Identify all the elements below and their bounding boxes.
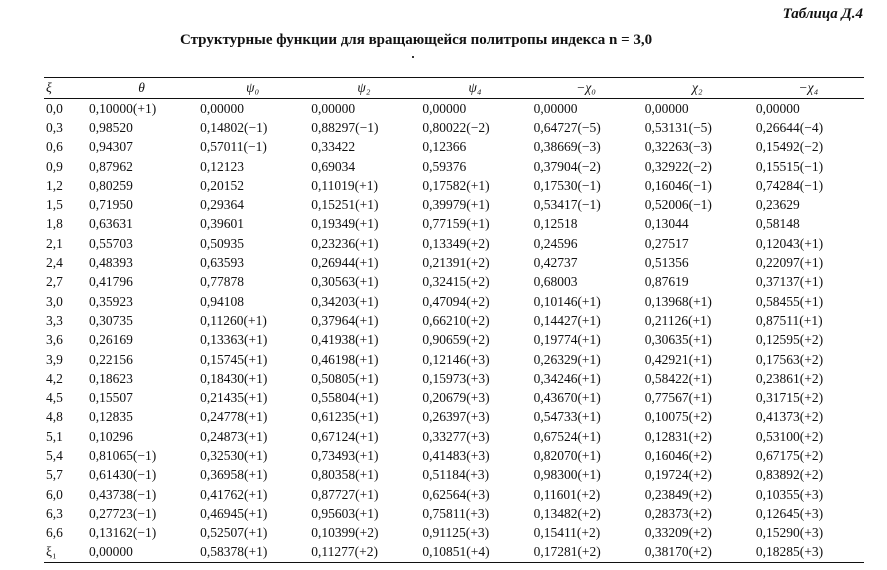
value-cell: 0,62564(+3) [422, 486, 490, 502]
value-cell: 0,18285(+3) [753, 543, 864, 563]
value-cell: 0,68003 [533, 274, 578, 290]
xi-cell: 0,3 [46, 119, 63, 135]
column-header: −χ₄ [753, 78, 864, 99]
value-cell: 0,94307 [89, 139, 133, 155]
column-header: −χ₀ [531, 78, 642, 99]
value-cell: 0,22156 [89, 351, 133, 367]
value-cell: 0,14427(+1) [533, 312, 601, 328]
value-cell: 0,83892(+2) [755, 467, 824, 483]
value-cell: 0,20679(+3) [422, 390, 490, 406]
value-cell: 0,15492(−2) [755, 139, 824, 155]
value-cell: 0,00000 [311, 100, 356, 116]
value-cell: 0,95603(+1) [311, 505, 379, 521]
xi-cell: 3,9 [46, 351, 63, 367]
value-cell: 0,13162(−1) [89, 525, 157, 541]
value-cell: 0,55703 [89, 235, 133, 251]
value-cell: 0,23861(+2) [755, 370, 824, 386]
table-row [44, 99, 864, 119]
value-cell: 0,67524(+1) [533, 428, 601, 444]
value-cell: 0,39601 [200, 216, 245, 232]
value-cell: 0,67175(+2) [755, 447, 824, 463]
value-cell: 0,12043(+1) [755, 235, 824, 251]
value-cell: 0,36958(+1) [200, 467, 268, 483]
value-cell: 0,00000 [644, 100, 689, 116]
xi-cell: 1,5 [46, 197, 63, 213]
value-cell: 0,58148 [755, 216, 800, 232]
table-row [44, 350, 864, 369]
value-cell: 0,15251(+1) [311, 197, 379, 213]
value-cell: 0,41483(+3) [422, 447, 490, 463]
value-cell: 0,24873(+1) [200, 428, 268, 444]
value-cell: 0,14802(−1) [200, 119, 268, 135]
value-cell: 0,88297(−1) [311, 119, 379, 135]
value-cell: 0,90659(+2) [422, 332, 490, 348]
value-cell: 0,63631 [89, 216, 133, 232]
value-cell: 0,10075(+2) [644, 409, 712, 425]
value-cell: 0,26169 [89, 332, 133, 348]
xi-cell: 2,4 [46, 255, 63, 271]
xi-cell: 6,6 [46, 525, 63, 541]
value-cell: 0,77159(+1) [422, 216, 490, 232]
value-cell: 0,19349(+1) [311, 216, 379, 232]
value-cell: 0,80259 [89, 177, 133, 193]
value-cell: 0,53100(+2) [755, 428, 824, 444]
value-cell: 0,80022(−2) [422, 119, 490, 135]
value-cell: 0,12831(+2) [644, 428, 712, 444]
value-cell: 0,26944(+1) [311, 255, 379, 271]
value-cell: 0,15973(+3) [422, 370, 490, 386]
value-cell: 0,20152 [200, 177, 245, 193]
value-cell: 0,63593 [200, 255, 245, 271]
xi-cell: ξ₁ [44, 543, 86, 563]
value-cell: 0,21435(+1) [200, 390, 268, 406]
value-cell: 0,32530(+1) [200, 447, 268, 463]
value-cell: 0,69034 [311, 158, 356, 174]
value-cell: 0,51184(+3) [422, 467, 490, 483]
xi-cell: 6,0 [46, 486, 63, 502]
value-cell: 0,00000 [422, 100, 467, 116]
value-cell: 0,17281(+2) [531, 543, 642, 563]
value-cell: 0,54733(+1) [533, 409, 601, 425]
value-cell: 0,50805(+1) [311, 370, 379, 386]
value-cell: 0,58422(+1) [644, 370, 712, 386]
value-cell: 0,10851(+4) [419, 543, 530, 563]
value-cell: 0,26644(−4) [755, 119, 824, 135]
value-cell: 0,23236(+1) [311, 235, 379, 251]
value-cell: 0,30735 [89, 312, 133, 328]
value-cell: 0,34246(+1) [533, 370, 601, 386]
value-cell: 0,21391(+2) [422, 255, 490, 271]
value-cell: 0,21126(+1) [644, 312, 712, 328]
table-row [44, 466, 864, 485]
table-row [44, 234, 864, 253]
value-cell: 0,17563(+2) [755, 351, 824, 367]
xi-cell: 3,6 [46, 332, 63, 348]
value-cell: 0,66210(+2) [422, 312, 490, 328]
table-row [44, 138, 864, 157]
value-cell: 0,19774(+1) [533, 332, 601, 348]
value-cell: 0,17582(+1) [422, 177, 490, 193]
value-cell: 0,27517 [644, 235, 689, 251]
xi-cell: 2,1 [46, 235, 63, 251]
column-header: ψ₂ [308, 78, 419, 99]
column-header: ξ [44, 78, 86, 99]
value-cell: 0,51356 [644, 255, 689, 271]
value-cell: 0,30563(+1) [311, 274, 379, 290]
value-cell: 0,13482(+2) [533, 505, 601, 521]
value-cell: 0,15290(+3) [755, 525, 824, 541]
value-cell: 0,12366 [422, 139, 467, 155]
value-cell: 0,74284(−1) [755, 177, 824, 193]
table-row [44, 369, 864, 388]
table-row [44, 292, 864, 311]
table-row [44, 388, 864, 407]
xi-cell: 3,3 [46, 312, 63, 328]
value-cell: 0,48393 [89, 255, 133, 271]
structure-functions-table [44, 77, 864, 563]
table-label: Таблица Д.4 [782, 6, 863, 22]
value-cell: 0,41938(+1) [311, 332, 379, 348]
value-cell: 0,94108 [200, 293, 245, 309]
table-row [44, 446, 864, 465]
header-row [44, 78, 864, 99]
value-cell: 0,15745(+1) [200, 351, 268, 367]
value-cell: 0,58378(+1) [197, 543, 308, 563]
value-cell: 0,00000 [533, 100, 578, 116]
value-cell: 0,41762(+1) [200, 486, 268, 502]
value-cell: 0,82070(+1) [533, 447, 601, 463]
value-cell: 0,77878 [200, 274, 245, 290]
value-cell: 0,32922(−2) [644, 158, 712, 174]
value-cell: 0,33209(+2) [644, 525, 712, 541]
value-cell: 0,61235(+1) [311, 409, 379, 425]
value-cell: 0,34203(+1) [311, 293, 379, 309]
column-header: θ [86, 78, 197, 99]
value-cell: 0,80358(+1) [311, 467, 379, 483]
xi-cell: 3,0 [46, 293, 63, 309]
value-cell: 0,52006(−1) [644, 197, 712, 213]
value-cell: 0,98520 [89, 119, 133, 135]
table-row [44, 543, 864, 563]
value-cell: 0,23849(+2) [644, 486, 712, 502]
value-cell: 0,19724(+2) [644, 467, 712, 483]
value-cell: 0,23629 [755, 197, 800, 213]
value-cell: 0,53131(−5) [644, 119, 712, 135]
value-cell: 0,67124(+1) [311, 428, 379, 444]
value-cell: 0,41796 [89, 274, 133, 290]
value-cell: 0,10399(+2) [311, 525, 379, 541]
value-cell: 0,41373(+2) [755, 409, 824, 425]
value-cell: 0,31715(+2) [755, 390, 824, 406]
value-cell: 0,91125(+3) [422, 525, 490, 541]
value-cell: 0,11277(+2) [308, 543, 419, 563]
xi-cell: 5,7 [46, 467, 63, 483]
xi-cell: 4,5 [46, 390, 63, 406]
table-row [44, 195, 864, 214]
value-cell: 0,10000(+1) [89, 100, 157, 116]
value-cell: 0,24778(+1) [200, 409, 268, 425]
xi-cell: 4,8 [46, 409, 63, 425]
value-cell: 0,11019(+1) [311, 177, 379, 193]
value-cell: 0,42921(+1) [644, 351, 712, 367]
value-cell: 0,13349(+2) [422, 235, 490, 251]
value-cell: 0,71950 [89, 197, 133, 213]
xi-cell: 0,6 [46, 139, 63, 155]
value-cell: 0,38669(−3) [533, 139, 601, 155]
value-cell: 0,12146(+3) [422, 351, 490, 367]
value-cell: 0,55804(+1) [311, 390, 379, 406]
value-cell: 0,87962 [89, 158, 133, 174]
value-cell: 0,12595(+2) [755, 332, 824, 348]
value-cell: 0,10146(+1) [533, 293, 601, 309]
value-cell: 0,15411(+2) [533, 525, 601, 541]
value-cell: 0,46945(+1) [200, 505, 268, 521]
value-cell: 0,13044 [644, 216, 689, 232]
value-cell: 0,32415(+2) [422, 274, 490, 290]
table-row [44, 253, 864, 272]
value-cell: 0,87511(+1) [755, 312, 823, 328]
table-body [44, 99, 864, 563]
value-cell: 0,61430(−1) [89, 467, 157, 483]
value-cell: 0,57011(−1) [200, 139, 267, 155]
value-cell: 0,37964(+1) [311, 312, 379, 328]
xi-cell: 0,9 [46, 158, 63, 174]
value-cell: 0,64727(−5) [533, 119, 601, 135]
value-cell: 0,32263(−3) [644, 139, 712, 155]
value-cell: 0,58455(+1) [755, 293, 824, 309]
value-cell: 0,26329(+1) [533, 351, 601, 367]
value-cell: 0,12518 [533, 216, 578, 232]
stray-dot [412, 56, 414, 58]
value-cell: 0,50935 [200, 235, 245, 251]
value-cell: 0,16046(+2) [644, 447, 712, 463]
value-cell: 0,77567(+1) [644, 390, 712, 406]
value-cell: 0,18623 [89, 370, 133, 386]
value-cell: 0,47094(+2) [422, 293, 490, 309]
table-row [44, 485, 864, 504]
value-cell: 0,16046(−1) [644, 177, 712, 193]
value-cell: 0,98300(+1) [533, 467, 601, 483]
value-cell: 0,22097(+1) [755, 255, 824, 271]
value-cell: 0,38170(+2) [642, 543, 753, 563]
value-cell: 0,43670(+1) [533, 390, 601, 406]
value-cell: 0,10296 [89, 428, 133, 444]
value-cell: 0,24596 [533, 235, 578, 251]
table-title: Структурные функции для вращающейся политропы индекса n = 3,0 [180, 32, 653, 48]
value-cell: 0,30635(+1) [644, 332, 712, 348]
xi-cell: 5,1 [46, 428, 63, 444]
value-cell: 0,28373(+2) [644, 505, 712, 521]
table-row [44, 311, 864, 330]
value-cell: 0,46198(+1) [311, 351, 379, 367]
value-cell: 0,73493(+1) [311, 447, 379, 463]
xi-cell: 6,3 [46, 505, 63, 521]
value-cell: 0,43738(−1) [89, 486, 157, 502]
value-cell: 0,35923 [89, 293, 133, 309]
value-cell: 0,26397(+3) [422, 409, 490, 425]
table-row [44, 215, 864, 234]
xi-cell: 1,2 [46, 177, 63, 193]
value-cell: 0,33277(+3) [422, 428, 490, 444]
value-cell: 0,42737 [533, 255, 578, 271]
table-row [44, 504, 864, 523]
value-cell: 0,37137(+1) [755, 274, 824, 290]
table-row [44, 118, 864, 137]
table-row [44, 157, 864, 176]
value-cell: 0,33422 [311, 139, 356, 155]
xi-cell: 2,7 [46, 274, 63, 290]
value-cell: 0,12835 [89, 409, 133, 425]
column-header: ψ₀ [197, 78, 308, 99]
column-header: χ₂ [642, 78, 753, 99]
table-row [44, 427, 864, 446]
table-row [44, 331, 864, 350]
value-cell: 0,10355(+3) [755, 486, 824, 502]
value-cell: 0,11260(+1) [200, 312, 267, 328]
xi-cell: 5,4 [46, 447, 63, 463]
value-cell: 0,52507(+1) [200, 525, 268, 541]
value-cell: 0,27723(−1) [89, 505, 157, 521]
value-cell: 0,13363(+1) [200, 332, 268, 348]
value-cell: 0,81065(−1) [89, 447, 157, 463]
value-cell: 0,87727(+1) [311, 486, 379, 502]
value-cell: 0,17530(−1) [533, 177, 601, 193]
table-row [44, 524, 864, 543]
value-cell: 0,15515(−1) [755, 158, 824, 174]
column-header: ψ₄ [419, 78, 530, 99]
table-row [44, 273, 864, 292]
value-cell: 0,00000 [200, 100, 245, 116]
table-row [44, 408, 864, 427]
value-cell: 0,00000 [86, 543, 197, 563]
value-cell: 0,29364 [200, 197, 245, 213]
value-cell: 0,39979(+1) [422, 197, 490, 213]
value-cell: 0,53417(−1) [533, 197, 601, 213]
value-cell: 0,15507 [89, 390, 133, 406]
value-cell: 0,13968(+1) [644, 293, 712, 309]
value-cell: 0,12123 [200, 158, 245, 174]
value-cell: 0,11601(+2) [533, 486, 601, 502]
xi-cell: 1,8 [46, 216, 63, 232]
value-cell: 0,37904(−2) [533, 158, 601, 174]
value-cell: 0,18430(+1) [200, 370, 268, 386]
value-cell: 0,12645(+3) [755, 505, 824, 521]
xi-cell: 4,2 [46, 370, 63, 386]
value-cell: 0,87619 [644, 274, 689, 290]
value-cell: 0,75811(+3) [422, 505, 490, 521]
value-cell: 0,00000 [755, 100, 800, 116]
xi-cell: 0,0 [46, 100, 63, 116]
table-row [44, 176, 864, 195]
value-cell: 0,59376 [422, 158, 467, 174]
